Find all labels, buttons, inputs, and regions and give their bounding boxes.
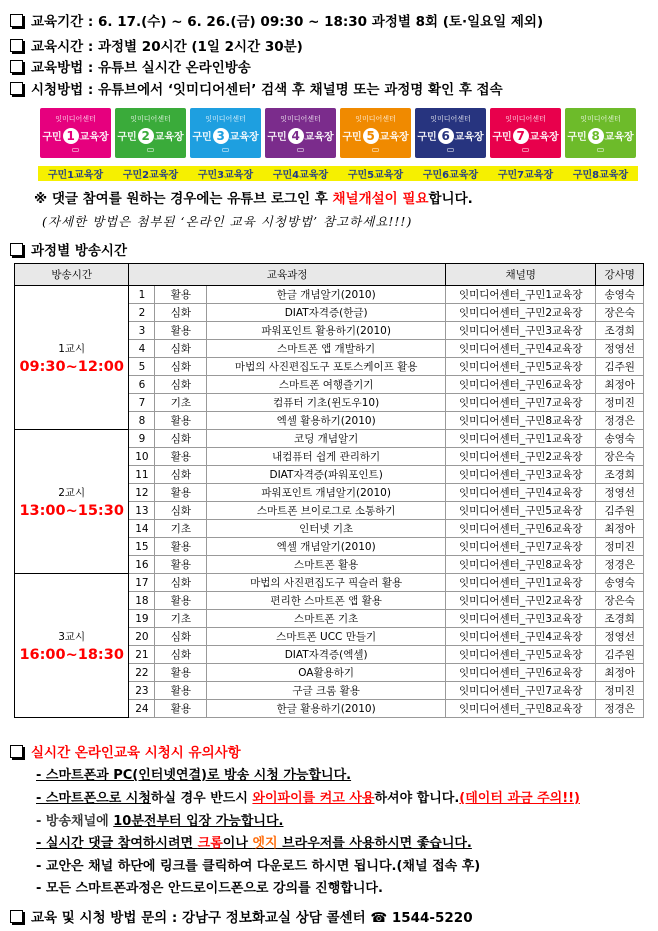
channel-name: 잇미디어센터_구민8교육장 (446, 556, 596, 574)
course-no: 22 (129, 664, 155, 682)
course-level: 활용 (155, 286, 207, 304)
info-hours: 교육시간 : 과정별 20시간 (1일 2시간 30분) (10, 35, 303, 55)
course-level: 활용 (155, 322, 207, 340)
course-level: 활용 (155, 484, 207, 502)
course-level: 심화 (155, 358, 207, 376)
tile-brand: 잇미디어센터 (580, 115, 621, 123)
channel-name: 잇미디어센터_구민4교육장 (446, 628, 596, 646)
period-label: 2교시 (58, 486, 86, 499)
course-no: 21 (129, 646, 155, 664)
checkbox-icon (10, 14, 23, 27)
tile-name: 구민 7 교육장 (492, 129, 559, 143)
course-title: 코딩 개념알기 (207, 430, 446, 448)
channel-name: 잇미디어센터_구민3교육장 (446, 322, 596, 340)
checkbox-icon (10, 243, 23, 256)
channel-name: 잇미디어센터_구민8교육장 (446, 412, 596, 430)
checkbox-icon (10, 745, 23, 758)
course-level: 활용 (155, 556, 207, 574)
course-title: 한글 활용하기(2010) (207, 700, 446, 718)
course-level: 기초 (155, 394, 207, 412)
info-watch: 시청방법 : 유튜브에서 ‘잇미디어센터’ 검색 후 채널명 또는 과정명 확인 후 접속 (10, 78, 503, 98)
instructor-name: 송영숙 (596, 286, 644, 304)
channel-name: 잇미디어센터_구민1교육장 (446, 574, 596, 592)
course-title: DIAT자격증(파워포인트) (207, 466, 446, 484)
course-level: 심화 (155, 430, 207, 448)
channel-label: 구민4교육장 (263, 166, 338, 181)
table-row (15, 574, 644, 592)
channel-name: 잇미디어센터_구민2교육장 (446, 592, 596, 610)
course-title: 인터넷 기초 (207, 520, 446, 538)
channel-name: 잇미디어센터_구민1교육장 (446, 430, 596, 448)
course-no: 11 (129, 466, 155, 484)
period-time: 09:30~12:00 (19, 358, 124, 375)
tile-brand: 잇미디어센터 (130, 115, 171, 123)
period-label: 1교시 (58, 342, 86, 355)
course-no: 24 (129, 700, 155, 718)
channel-tiles (40, 108, 634, 166)
course-no: 17 (129, 574, 155, 592)
course-title: 컴퓨터 기초(윈도우10) (207, 394, 446, 412)
channel-name: 잇미디어센터_구민4교육장 (446, 484, 596, 502)
period-time: 13:00~15:30 (19, 502, 124, 519)
instructor-name: 조경희 (596, 466, 644, 484)
course-title: 스마트폰 브이로그로 소통하기 (207, 502, 446, 520)
course-no: 20 (129, 628, 155, 646)
channel-tile (115, 108, 186, 158)
tv-icon: ▭ (371, 145, 380, 154)
course-no: 2 (129, 304, 155, 322)
instructor-name: 정미진 (596, 682, 644, 700)
course-title: 마법의 사진편집도구 픽슬러 활용 (207, 574, 446, 592)
channel-name: 잇미디어센터_구민3교육장 (446, 466, 596, 484)
instructor-name: 정영선 (596, 340, 644, 358)
period-cell (15, 574, 129, 718)
channel-tile (190, 108, 261, 158)
course-title: 엑셀 활용하기(2010) (207, 412, 446, 430)
course-no: 18 (129, 592, 155, 610)
warning-item: - 교안은 채널 하단에 링크를 클릭하여 다운로드 하시면 됩니다.(채널 접속 후) (36, 859, 481, 874)
course-title: 마법의 사진편집도구 포토스케이프 활용 (207, 358, 446, 376)
course-title: DIAT자격증(한글) (207, 304, 446, 322)
channel-name: 잇미디어센터_구민5교육장 (446, 358, 596, 376)
instructor-name: 정미진 (596, 394, 644, 412)
channel-label: 구민3교육장 (188, 166, 263, 181)
tv-icon: ▭ (446, 145, 455, 154)
channel-name: 잇미디어센터_구민2교육장 (446, 304, 596, 322)
warnings-heading: 실시간 온라인교육 시청시 유의사항 (10, 741, 241, 761)
tile-name: 구민 4 교육장 (267, 129, 334, 143)
course-level: 심화 (155, 574, 207, 592)
contact-line: 교육 및 시청 방법 문의 : 강남구 정보화교실 상담 콜센터 ☎ 1544-5220 (10, 906, 473, 926)
checkbox-icon (10, 910, 23, 923)
info-method: 교육방법 : 유튜브 실시간 온라인방송 (10, 56, 251, 76)
channel-name: 잇미디어센터_구민7교육장 (446, 538, 596, 556)
col-course: 교육과정 (129, 264, 446, 286)
period-time: 16:00~18:30 (19, 646, 124, 663)
schedule-table (14, 263, 644, 718)
instructor-name: 정경은 (596, 556, 644, 574)
tv-icon: ▭ (521, 145, 530, 154)
instructor-name: 정영선 (596, 484, 644, 502)
course-title: 스마트폰 여행즐기기 (207, 376, 446, 394)
channel-name: 잇미디어센터_구민5교육장 (446, 646, 596, 664)
course-level: 심화 (155, 466, 207, 484)
course-title: 편리한 스마트폰 앱 활용 (207, 592, 446, 610)
course-level: 활용 (155, 682, 207, 700)
channel-tile (415, 108, 486, 158)
instructor-name: 정경은 (596, 412, 644, 430)
course-level: 활용 (155, 664, 207, 682)
course-level: 활용 (155, 700, 207, 718)
channel-name: 잇미디어센터_구민7교육장 (446, 682, 596, 700)
course-title: 스마트폰 기초 (207, 610, 446, 628)
col-time: 방송시간 (15, 264, 129, 286)
course-no: 12 (129, 484, 155, 502)
course-title: 스마트폰 활용 (207, 556, 446, 574)
course-level: 심화 (155, 304, 207, 322)
course-no: 9 (129, 430, 155, 448)
course-level: 심화 (155, 646, 207, 664)
instructor-name: 장은숙 (596, 592, 644, 610)
channel-labels (40, 166, 640, 180)
channel-name: 잇미디어센터_구민5교육장 (446, 502, 596, 520)
tv-icon: ▭ (296, 145, 305, 154)
tile-name: 구민 6 교육장 (417, 129, 484, 143)
course-no: 14 (129, 520, 155, 538)
phone-icon: ☎ (370, 910, 388, 926)
tile-name: 구민 2 교육장 (117, 129, 184, 143)
course-no: 6 (129, 376, 155, 394)
course-no: 4 (129, 340, 155, 358)
table-row (15, 430, 644, 448)
schedule-heading: 과정별 방송시간 (10, 239, 127, 259)
tv-icon: ▭ (71, 145, 80, 154)
channel-label: 구민1교육장 (38, 166, 113, 181)
channel-tile (40, 108, 111, 158)
tile-name: 구민 1 교육장 (42, 129, 109, 143)
channel-name: 잇미디어센터_구민6교육장 (446, 520, 596, 538)
course-title: 구글 크롬 활용 (207, 682, 446, 700)
instructor-name: 송영숙 (596, 430, 644, 448)
channel-label: 구민5교육장 (338, 166, 413, 181)
instructor-name: 김주원 (596, 358, 644, 376)
tile-name: 구민 5 교육장 (342, 129, 409, 143)
course-level: 활용 (155, 448, 207, 466)
checkbox-icon (10, 60, 23, 73)
course-no: 1 (129, 286, 155, 304)
warning-item: - 방송채널에 10분전부터 입장 가능합니다. (36, 814, 284, 829)
channel-tile (265, 108, 336, 158)
course-no: 16 (129, 556, 155, 574)
course-no: 15 (129, 538, 155, 556)
warning-item: - 실시간 댓글 참여하시려면 크롬이나 엣지 브라우저를 사용하시면 좋습니다. (36, 836, 472, 851)
tile-brand: 잇미디어센터 (355, 115, 396, 123)
instructor-name: 송영숙 (596, 574, 644, 592)
instructor-name: 정영선 (596, 628, 644, 646)
channel-tile (340, 108, 411, 158)
channel-name: 잇미디어센터_구민4교육장 (446, 340, 596, 358)
tile-brand: 잇미디어센터 (55, 115, 96, 123)
period-label: 3교시 (58, 630, 86, 643)
instructor-name: 장은숙 (596, 448, 644, 466)
course-no: 7 (129, 394, 155, 412)
course-level: 심화 (155, 376, 207, 394)
channel-name: 잇미디어센터_구민8교육장 (446, 700, 596, 718)
channel-label: 구민7교육장 (488, 166, 563, 181)
instructor-name: 최정아 (596, 664, 644, 682)
course-title: 스마트폰 앱 개발하기 (207, 340, 446, 358)
course-level: 기초 (155, 610, 207, 628)
channel-label: 구민6교육장 (413, 166, 488, 181)
instructor-name: 김주원 (596, 646, 644, 664)
instructor-name: 조경희 (596, 322, 644, 340)
tv-icon: ▭ (596, 145, 605, 154)
instructor-name: 김주원 (596, 502, 644, 520)
course-title: 내컴퓨터 쉽게 관리하기 (207, 448, 446, 466)
course-no: 8 (129, 412, 155, 430)
course-level: 활용 (155, 592, 207, 610)
period-cell (15, 286, 129, 430)
course-title: DIAT자격증(엑셀) (207, 646, 446, 664)
course-no: 10 (129, 448, 155, 466)
channel-name: 잇미디어센터_구민2교육장 (446, 448, 596, 466)
channel-label: 구민2교육장 (113, 166, 188, 181)
channel-name: 잇미디어센터_구민7교육장 (446, 394, 596, 412)
instructor-name: 최정아 (596, 520, 644, 538)
course-level: 심화 (155, 502, 207, 520)
course-title: 한글 개념알기(2010) (207, 286, 446, 304)
tile-name: 구민 3 교육장 (192, 129, 259, 143)
channel-name: 잇미디어센터_구민1교육장 (446, 286, 596, 304)
tv-icon: ▭ (146, 145, 155, 154)
course-no: 13 (129, 502, 155, 520)
tile-brand: 잇미디어센터 (280, 115, 321, 123)
col-instructor: 강사명 (596, 264, 644, 286)
table-row (15, 286, 644, 304)
course-no: 3 (129, 322, 155, 340)
channel-label: 구민8교육장 (563, 166, 638, 181)
warning-item: - 모든 스마트폰과정은 안드로이드폰으로 강의를 진행합니다. (36, 881, 383, 896)
phone-number: 1544-5220 (391, 910, 473, 926)
comment-note: ※ 댓글 참여를 원하는 경우에는 유튜브 로그인 후 채널개설이 필요합니다. (34, 191, 473, 207)
course-level: 심화 (155, 628, 207, 646)
channel-name: 잇미디어센터_구민6교육장 (446, 376, 596, 394)
warning-item: - 스마트폰과 PC(인터넷연결)로 방송 시청 가능합니다. (36, 768, 352, 783)
checkbox-icon (10, 82, 23, 95)
col-channel: 채널명 (446, 264, 596, 286)
tile-brand: 잇미디어센터 (505, 115, 546, 123)
course-no: 23 (129, 682, 155, 700)
course-title: 파워포인트 활용하기(2010) (207, 322, 446, 340)
instructor-name: 최정아 (596, 376, 644, 394)
course-level: 기초 (155, 520, 207, 538)
info-period: 교육기간 : 6. 17.(수) ~ 6. 26.(금) 09:30 ~ 18:30 과정별 8회 (토·일요일 제외) (10, 10, 543, 30)
period-cell (15, 430, 129, 574)
course-title: OA활용하기 (207, 664, 446, 682)
channel-name: 잇미디어센터_구민3교육장 (446, 610, 596, 628)
instructor-name: 정경은 (596, 700, 644, 718)
checkbox-icon (10, 39, 23, 52)
course-title: 파워포인트 개념알기(2010) (207, 484, 446, 502)
tile-name: 구민 8 교육장 (567, 129, 634, 143)
course-level: 활용 (155, 538, 207, 556)
course-title: 스마트폰 UCC 만들기 (207, 628, 446, 646)
tv-icon: ▭ (221, 145, 230, 154)
channel-tile (565, 108, 636, 158)
instructor-name: 정미진 (596, 538, 644, 556)
channel-name: 잇미디어센터_구민6교육장 (446, 664, 596, 682)
course-no: 5 (129, 358, 155, 376)
tile-brand: 잇미디어센터 (430, 115, 471, 123)
course-title: 엑셀 개념알기(2010) (207, 538, 446, 556)
handwritten-note: (자세한 방법은 첨부된 ‘온라인 교육 시청방법’ 참고하세요!!!) (42, 214, 413, 229)
instructor-name: 장은숙 (596, 304, 644, 322)
instructor-name: 조경희 (596, 610, 644, 628)
warning-item: - 스마트폰으로 시청하실 경우 반드시 와이파이를 켜고 사용하셔야 합니다.(데이터 과금 주의!!) (36, 791, 580, 806)
course-level: 활용 (155, 412, 207, 430)
channel-tile (490, 108, 561, 158)
course-no: 19 (129, 610, 155, 628)
course-level: 심화 (155, 340, 207, 358)
tile-brand: 잇미디어센터 (205, 115, 246, 123)
